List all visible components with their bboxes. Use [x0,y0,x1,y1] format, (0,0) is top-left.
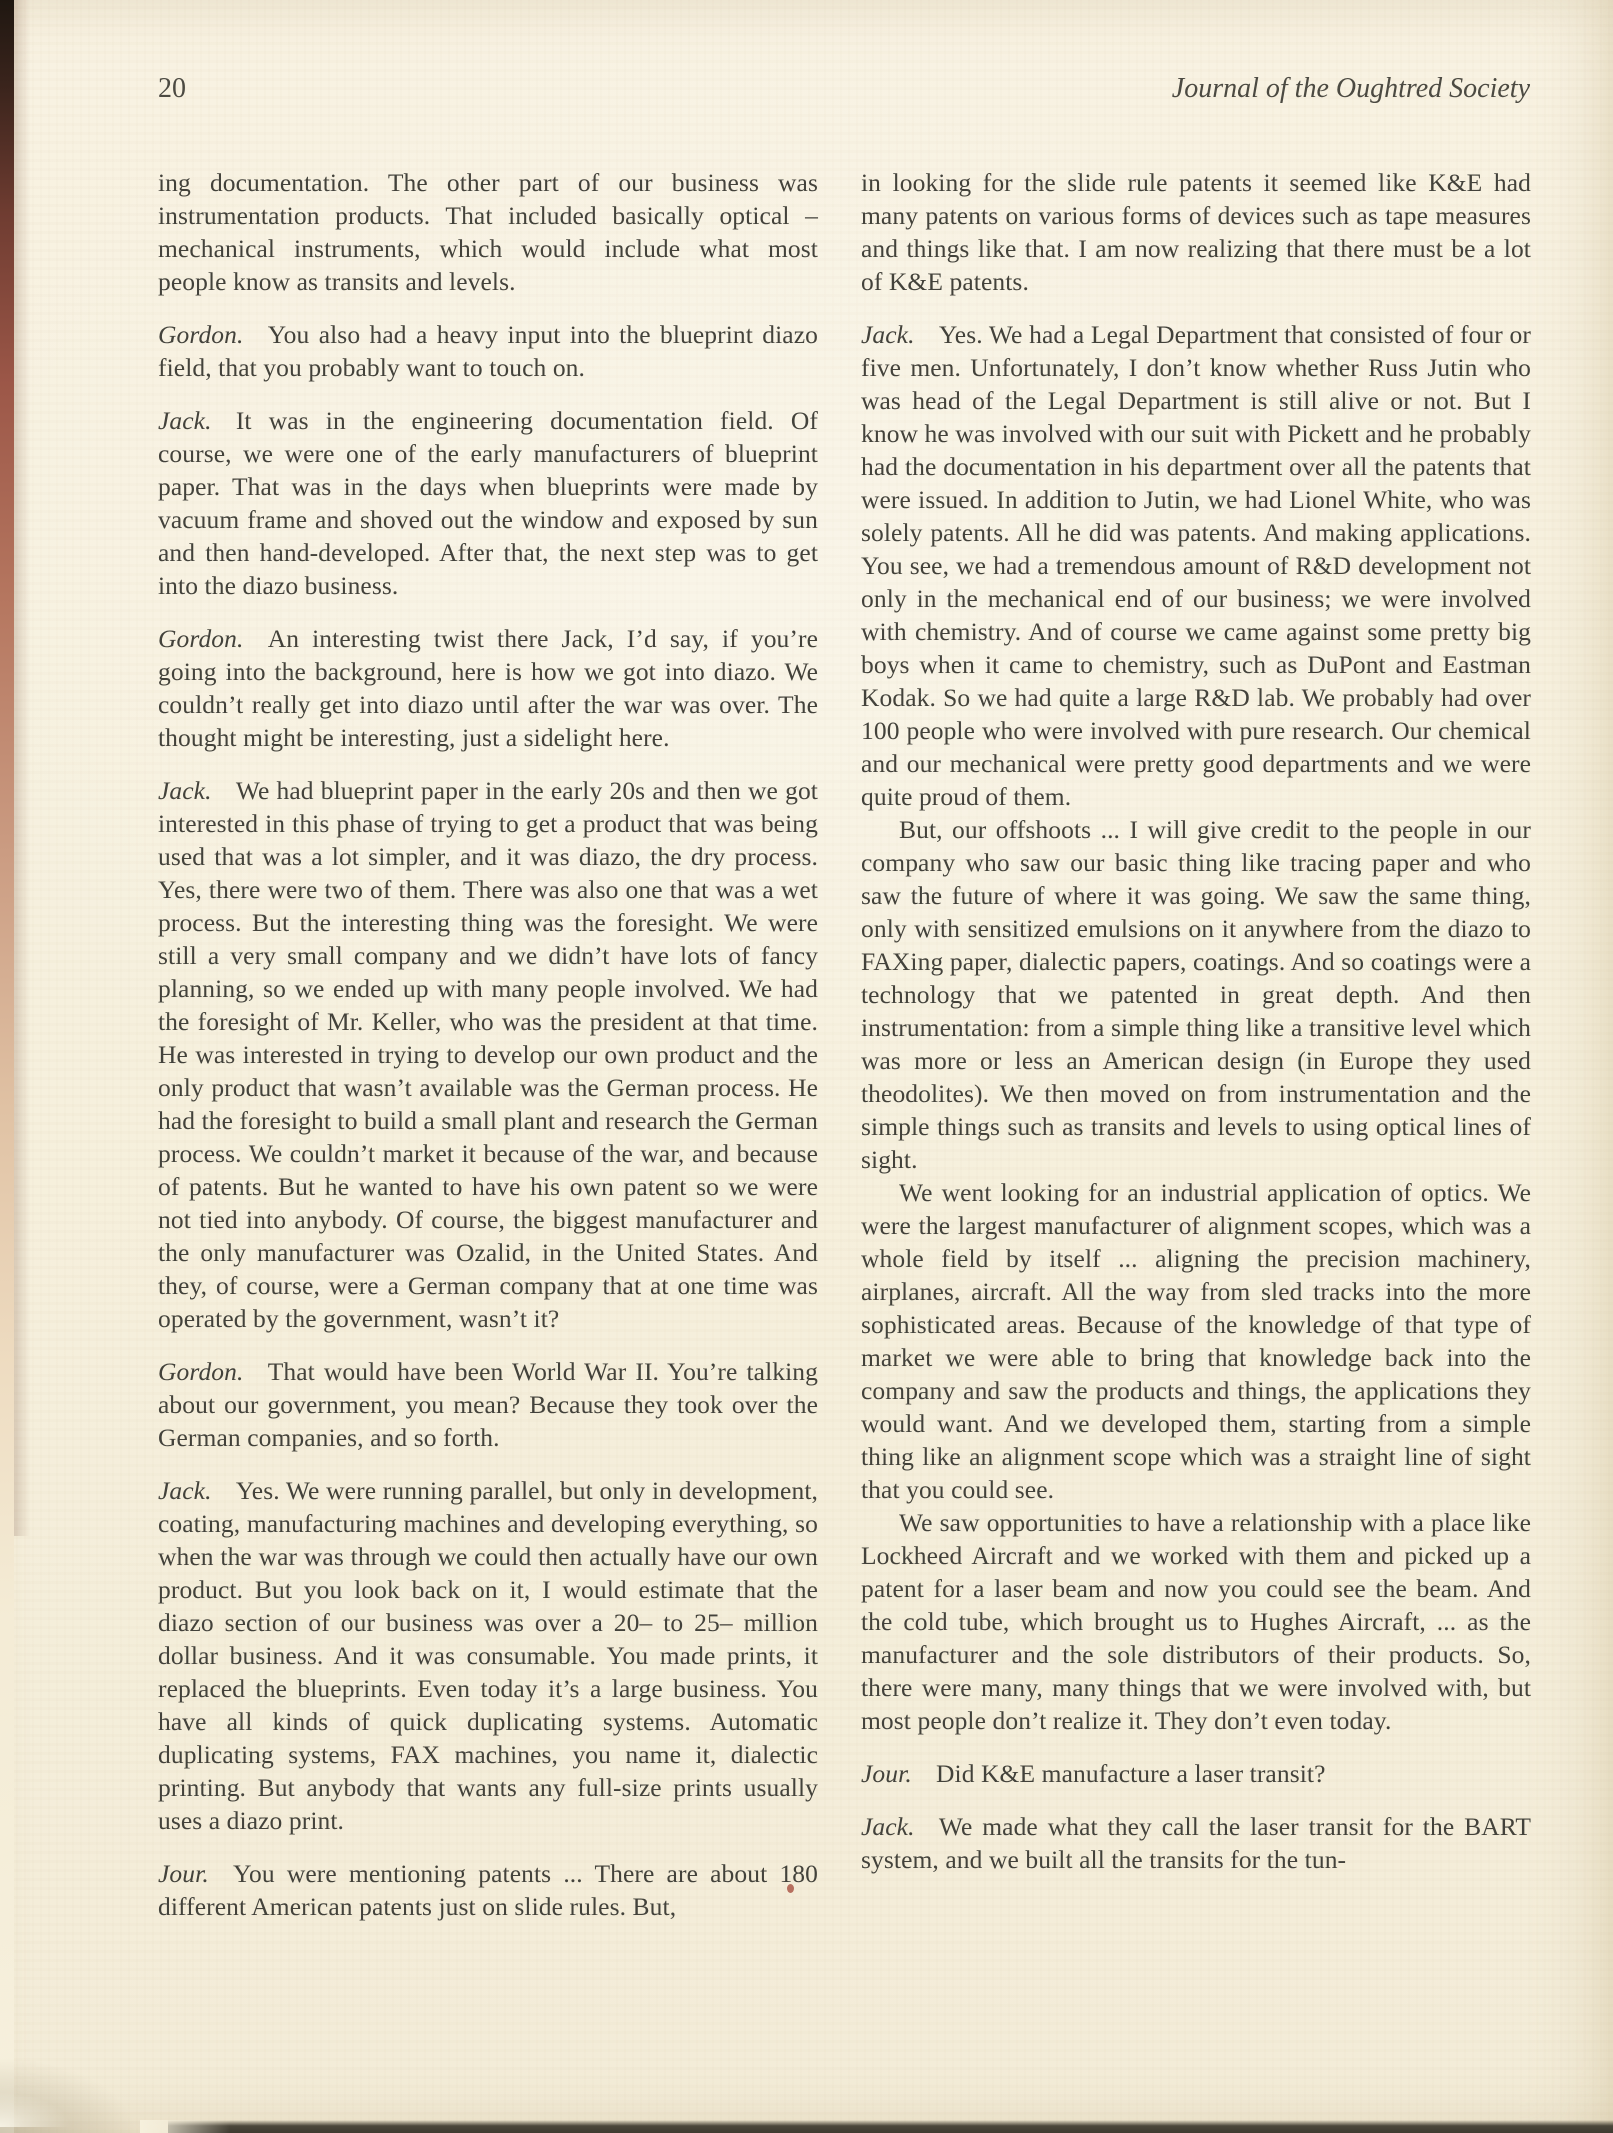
left-column [158,166,818,1923]
journal-title: Journal of the Oughtred Society [1171,73,1530,104]
speaker-label: Jour. [158,1859,209,1888]
speaker-label: Gordon. [158,1357,244,1386]
paragraph: ing documentation. The other part of our business was instrumentation products. That included basically optical – mechanical instruments, which would include what most people know as transits and levels. [158,168,818,296]
speech-paragraph: Jour. Did K&E manufacture a laser transit? [861,1759,1326,1788]
speech-paragraph: Jack. It was in the engineering documentation field. Of course, we were one of the early manufacturers of blueprint paper. That was in the days when blueprints were made by vacuum frame and shoved out the window and exposed by sun and then hand-developed. After that, the next step was to get into the diazo business. [158,406,818,600]
speaker-label: Jour. [861,1759,912,1788]
paragraph: We went looking for an industrial application of optics. We were the largest manufacturer of alignment scopes, which was a whole field by itself ... aligning the precision machinery, airplanes, aircraft. All the way from sled tracks into the more sophisticated areas. Because of the knowledge of that type of market we were able to bring that knowledge back into the company and saw the products and things, the applications they would want. And we developed them, starting from a simple thing like an alignment scope which was a straight line of sight that you could see. [861,1178,1531,1504]
speech-paragraph: Jack. We made what they call the laser transit for the BART system, and we built all the transits for the tun- [861,1812,1531,1874]
speech-paragraph: Jack. Yes. We had a Legal Department that consisted of four or five men. Unfortunately, I don’t know whether Russ Jutin who was head of the Legal Department is still alive or not. But I know he was involved with our suit with Pickett and he probably had the documentation in his department over all the patents that were issued. In addition to Jutin, we had Lionel White, who was solely patents. All he did was patents. And making applications. You see, we had a tremendous amount of R&D development not only in the mechanical end of our business; we were involved with chemistry. And of course we came against some pretty big boys when it came to chemistry, such as DuPont and Eastman Kodak. So we had quite a large R&D lab. We probably had over 100 people who were involved with pure research. Our chemical and our mechanical were pretty good departments and we were quite proud of them. [861,320,1531,811]
speech-paragraph: Gordon. You also had a heavy input into the blueprint diazo field, that you probably want to touch on. [158,320,818,382]
speech-paragraph: Jour. You were mentioning patents ... There are about 180 different American patents just on slide rules. But, [158,1859,818,1921]
speaker-label: Jack. [158,406,212,435]
article-body [0,166,1613,1923]
speech-paragraph: Gordon. That would have been World War II. You’re talking about our government, you mean? Because they took over the German companies, and so forth. [158,1357,818,1452]
speaker-label: Jack. [158,776,212,805]
speech-paragraph: Gordon. An interesting twist there Jack, I’d say, if you’re going into the background, here is how we got into diazo. We couldn’t really get into diazo until after the war was over. The thought might be interesting, just a sidelight here. [158,624,818,752]
speaker-label: Jack. [158,1476,212,1505]
speech-paragraph: Jack. Yes. We were running parallel, but only in development, coating, manufacturing machines and developing everything, so when the war was through we could then actually have our own product. But you look back on it, I would estimate that the diazo section of our business was over a 20– to 25– million dollar business. And it was consumable. You made prints, it replaced the blueprints. Even today it’s a large business. You have all kinds of quick duplicating systems. Automatic duplicating systems, FAX machines, you name it, dialectic printing. But anybody that wants any full-size prints usually uses a diazo print. [158,1476,818,1835]
page-number: 20 [158,73,186,104]
paragraph: in looking for the slide rule patents it seemed like K&E had many patents on various forms of devices such as tape measures and things like that. I am now realizing that there must be a lot of K&E patents. [861,168,1531,296]
paragraph: We saw opportunities to have a relationship with a place like Lockheed Aircraft and we worked with them and picked up a patent for a laser beam and now you could see the beam. And the cold tube, which brought us to Hughes Aircraft, ... as the manufacturer and the sole distributors of their products. So, there were many, many things that we were involved with, but most people don’t realize it. They don’t even today. [861,1508,1531,1735]
speaker-label: Gordon. [158,624,244,653]
speech-paragraph: Jack. We had blueprint paper in the early 20s and then we got interested in this phase of trying to get a product that was being used that was a lot simpler, and it was diazo, the dry process. Yes, there were two of them. There was also one that was a wet process. But the interesting thing was the foresight. We were still a very small company and we didn’t have lots of fancy planning, so we ended up with many people involved. We had the foresight of Mr. Keller, who was the president at that time. He was interested in trying to develop our own product and the only product that wasn’t available was the German process. He had the foresight to build a small plant and research the German process. We couldn’t market it because of the war, and because of patents. But he wanted to have his own patent so we were not tied into anybody. Of course, the biggest manufacturer and the only manufacturer was Ozalid, in the United States. And they, of course, were a German company that at one time was operated by the government, wasn’t it? [158,776,818,1333]
speaker-label: Jack. [861,1812,915,1841]
paragraph: But, our offshoots ... I will give credit to the people in our company who saw our basic thing like tracing paper and who saw the future of where it was going. We saw the same thing, only with sensitized emulsions on it anywhere from the diazo to FAXing paper, dialectic papers, coatings. And so coatings were a technology that we patented in great depth. And then instrumentation: from a simple thing like a transitive level which was more or less an American design (in Europe they used theodolites). We then moved on from instrumentation and the simple things such as transits and levels to using optical lines of sight. [861,815,1531,1174]
running-header [0,0,1613,106]
right-column [861,166,1531,1923]
speaker-label: Jack. [861,320,915,349]
speaker-label: Gordon. [158,320,244,349]
